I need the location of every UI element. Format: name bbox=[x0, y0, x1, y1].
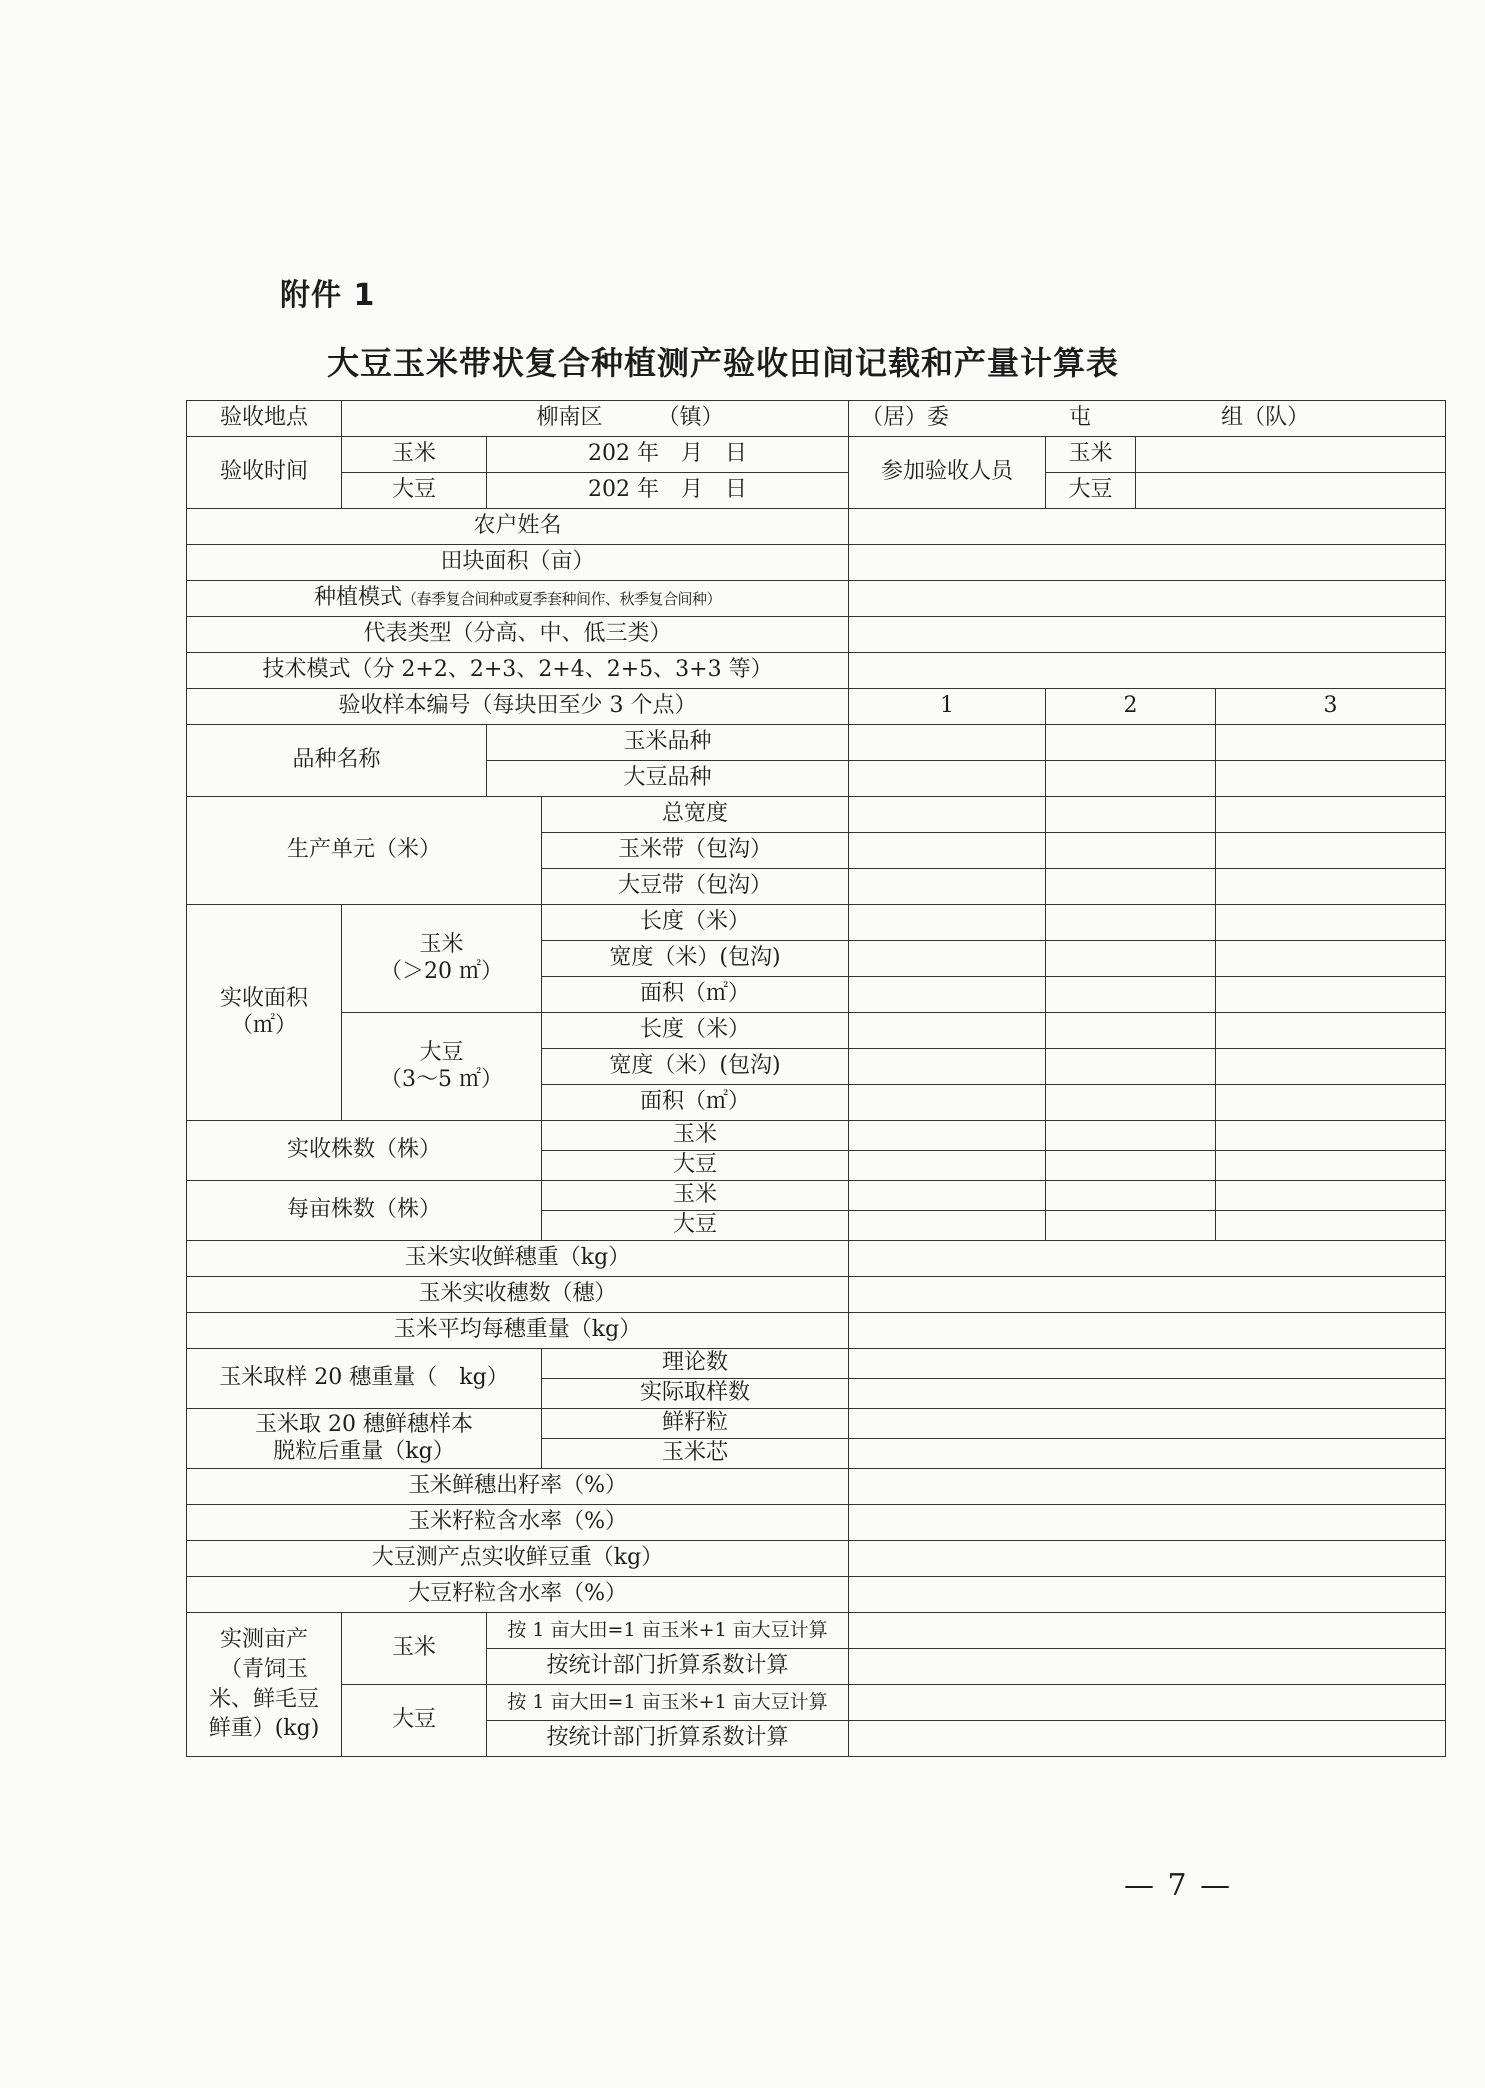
soy-moisture-input[interactable] bbox=[849, 1577, 1446, 1613]
corn-band-s2[interactable] bbox=[1046, 833, 1216, 869]
soy-area-s1[interactable] bbox=[849, 1085, 1046, 1121]
planting-mode-input[interactable] bbox=[849, 581, 1446, 617]
theoretical-input[interactable] bbox=[849, 1349, 1446, 1379]
corn-ear-count-row bbox=[187, 1277, 1446, 1313]
yield-corn-by-stats-input[interactable] bbox=[849, 1649, 1446, 1685]
corn-width-label: 宽度（米）(包沟) bbox=[542, 941, 849, 977]
corn-width-s2[interactable] bbox=[1046, 941, 1216, 977]
kernel-rate-row bbox=[187, 1469, 1446, 1505]
soy-variety-label: 大豆品种 bbox=[487, 761, 849, 797]
time-corn-label: 玉米 bbox=[342, 437, 487, 473]
sample-id-1: 1 bbox=[849, 689, 1046, 725]
soy-moisture-label: 大豆籽粒含水率（%） bbox=[187, 1577, 849, 1613]
soy-band-s1[interactable] bbox=[849, 869, 1046, 905]
measured-yield-label: 实测亩产（青饲玉米、鲜毛豆鲜重）(kg) bbox=[187, 1613, 342, 1757]
variety-name-label: 品种名称 bbox=[187, 725, 487, 797]
soy-band-label: 大豆带（包沟） bbox=[542, 869, 849, 905]
plants-per-mu-label: 每亩株数（株） bbox=[187, 1181, 542, 1241]
actual-sample-input[interactable] bbox=[849, 1379, 1446, 1409]
corn-variety-label: 玉米品种 bbox=[487, 725, 849, 761]
plants-per-mu-soy-label: 大豆 bbox=[542, 1211, 849, 1241]
soy-fresh-weight-label: 大豆测产点实收鲜豆重（kg） bbox=[187, 1541, 849, 1577]
plants-per-mu-corn-s3[interactable] bbox=[1216, 1181, 1446, 1211]
corn-band-s1[interactable] bbox=[849, 833, 1046, 869]
field-area-input[interactable] bbox=[849, 545, 1446, 581]
time-row-corn bbox=[187, 437, 1446, 473]
yield-corn-label: 玉米 bbox=[342, 1613, 487, 1685]
soy-area-label: 大豆 bbox=[419, 1040, 464, 1066]
plants-per-mu-corn-label: 玉米 bbox=[542, 1181, 849, 1211]
farmer-name-label: 农户姓名 bbox=[187, 509, 849, 545]
fresh-kernel-label: 鲜籽粒 bbox=[542, 1409, 849, 1439]
sample-id-3: 3 bbox=[1216, 689, 1446, 725]
harvest-plants-corn-row bbox=[187, 1121, 1446, 1151]
village-text: （居）委 bbox=[861, 405, 950, 431]
planting-mode-note: （春季复合间种或夏季套种间作、秋季复合间种） bbox=[402, 590, 722, 609]
corn-area-s3[interactable] bbox=[1216, 977, 1446, 1013]
harvest-plants-soy-s2[interactable] bbox=[1046, 1151, 1216, 1181]
soy-variety-s1[interactable] bbox=[849, 761, 1046, 797]
soy-area-s2[interactable] bbox=[1046, 1085, 1216, 1121]
document-title: 大豆玉米带状复合种植测产验收田间记载和产量计算表 bbox=[327, 344, 1120, 382]
yield-soy-by-field-input[interactable] bbox=[849, 1685, 1446, 1721]
prod-unit-label: 生产单元（米） bbox=[187, 797, 542, 905]
plants-per-mu-soy-s2[interactable] bbox=[1046, 1211, 1216, 1241]
corn-area-s2[interactable] bbox=[1046, 977, 1216, 1013]
corn-fresh-weight-label: 玉米实收鲜穗重（kg） bbox=[187, 1241, 849, 1277]
yield-soy-field-row bbox=[187, 1685, 1446, 1721]
fresh-kernel-input[interactable] bbox=[849, 1409, 1446, 1439]
rep-type-label: 代表类型（分高、中、低三类） bbox=[187, 617, 849, 653]
location-cell-2[interactable] bbox=[849, 401, 1446, 437]
corn-width-s3[interactable] bbox=[1216, 941, 1446, 977]
plants-per-mu-corn-s2[interactable] bbox=[1046, 1181, 1216, 1211]
yield-corn-by-field-input[interactable] bbox=[849, 1613, 1446, 1649]
total-width-label: 总宽度 bbox=[542, 797, 849, 833]
soy-area-value-label: 面积（㎡） bbox=[542, 1085, 849, 1121]
acceptance-table bbox=[186, 400, 1446, 1757]
yield-corn-field-row bbox=[187, 1613, 1446, 1649]
corn-area-note: （＞20 ㎡） bbox=[380, 958, 503, 984]
yield-soy-by-field-label: 按 1 亩大田=1 亩玉米+1 亩大豆计算 bbox=[487, 1685, 849, 1721]
yield-corn-by-stats-label: 按统计部门折算系数计算 bbox=[487, 1649, 849, 1685]
corn-avg-ear-weight-input[interactable] bbox=[849, 1313, 1446, 1349]
soy-variety-s3[interactable] bbox=[1216, 761, 1446, 797]
harvest-plants-corn-s3[interactable] bbox=[1216, 1121, 1446, 1151]
planting-mode-main: 种植模式 bbox=[314, 585, 403, 611]
planting-mode-row bbox=[187, 581, 1446, 617]
location-row bbox=[187, 401, 1446, 437]
field-area-label: 田块面积（亩） bbox=[187, 545, 849, 581]
soy-length-label: 长度（米） bbox=[542, 1013, 849, 1049]
kernel-rate-input[interactable] bbox=[849, 1469, 1446, 1505]
soy-width-label: 宽度（米）(包沟) bbox=[542, 1049, 849, 1085]
location-cell[interactable] bbox=[342, 401, 849, 437]
corn-area-value-label: 面积（㎡） bbox=[542, 977, 849, 1013]
soy-length-row bbox=[187, 1013, 1446, 1049]
corn-length-row bbox=[187, 905, 1446, 941]
corn-length-s1[interactable] bbox=[849, 905, 1046, 941]
time-soy-date[interactable]: 202 年 月 日 bbox=[487, 473, 849, 509]
theoretical-label: 理论数 bbox=[542, 1349, 849, 1379]
soy-fresh-weight-input[interactable] bbox=[849, 1541, 1446, 1577]
soy-fresh-weight-row bbox=[187, 1541, 1446, 1577]
soy-width-s1[interactable] bbox=[849, 1049, 1046, 1085]
total-width-row bbox=[187, 797, 1446, 833]
corn-moisture-row bbox=[187, 1505, 1446, 1541]
sample-no-label: 验收样本编号（每块田至少 3 个点） bbox=[187, 689, 849, 725]
harvest-plants-corn-s2[interactable] bbox=[1046, 1121, 1216, 1151]
soy-length-s3[interactable] bbox=[1216, 1013, 1446, 1049]
harvest-plants-corn-label: 玉米 bbox=[542, 1121, 849, 1151]
soy-length-s2[interactable] bbox=[1046, 1013, 1216, 1049]
total-width-s3[interactable] bbox=[1216, 797, 1446, 833]
tech-mode-label: 技术模式（分 2+2、2+3、2+4、2+5、3+3 等） bbox=[187, 653, 849, 689]
time-row-soy bbox=[187, 473, 1446, 509]
field-area-row bbox=[187, 545, 1446, 581]
corn-length-label: 长度（米） bbox=[542, 905, 849, 941]
corn-fresh-weight-row bbox=[187, 1241, 1446, 1277]
corn-sample20-theory-row bbox=[187, 1349, 1446, 1379]
rep-type-input[interactable] bbox=[849, 617, 1446, 653]
soy-variety-s2[interactable] bbox=[1046, 761, 1216, 797]
corn-variety-row bbox=[187, 725, 1446, 761]
group-text: 组（队） bbox=[1221, 405, 1310, 431]
harvest-area-label: 实收面积（㎡） bbox=[187, 905, 342, 1121]
corn-length-s3[interactable] bbox=[1216, 905, 1446, 941]
corn-cob-input[interactable] bbox=[849, 1439, 1446, 1469]
corn-ear-count-input[interactable] bbox=[849, 1277, 1446, 1313]
soy-area-s3[interactable] bbox=[1216, 1085, 1446, 1121]
sample-no-row bbox=[187, 689, 1446, 725]
plants-per-mu-soy-s1[interactable] bbox=[849, 1211, 1046, 1241]
planting-mode-label bbox=[187, 581, 849, 617]
page-number: — 7 — bbox=[1124, 1868, 1233, 1903]
soy-band-s3[interactable] bbox=[1216, 869, 1446, 905]
soy-moisture-row bbox=[187, 1577, 1446, 1613]
corn-avg-ear-weight-label: 玉米平均每穗重量（kg） bbox=[187, 1313, 849, 1349]
tech-mode-input[interactable] bbox=[849, 653, 1446, 689]
corn-moisture-input[interactable] bbox=[849, 1505, 1446, 1541]
attachment-label: 附件 1 bbox=[280, 278, 376, 313]
town-text: （镇） bbox=[657, 405, 724, 431]
soy-width-s3[interactable] bbox=[1216, 1049, 1446, 1085]
sample-id-2: 2 bbox=[1046, 689, 1216, 725]
farmer-row bbox=[187, 509, 1446, 545]
plants-per-mu-corn-row bbox=[187, 1181, 1446, 1211]
yield-soy-by-stats-input[interactable] bbox=[849, 1721, 1446, 1757]
actual-sample-label: 实际取样数 bbox=[542, 1379, 849, 1409]
corn-fresh-weight-input[interactable] bbox=[849, 1241, 1446, 1277]
yield-corn-by-field-label: 按 1 亩大田=1 亩玉米+1 亩大豆计算 bbox=[487, 1613, 849, 1649]
soy-area-group bbox=[342, 1013, 542, 1121]
time-label: 验收时间 bbox=[187, 437, 342, 509]
yield-soy-by-stats-label: 按统计部门折算系数计算 bbox=[487, 1721, 849, 1757]
corn-band-s3[interactable] bbox=[1216, 833, 1446, 869]
corn-variety-s3[interactable] bbox=[1216, 725, 1446, 761]
corn-avg-ear-weight-row bbox=[187, 1313, 1446, 1349]
corn-variety-s1[interactable] bbox=[849, 725, 1046, 761]
corn-shelled-kernel-row bbox=[187, 1409, 1446, 1439]
corn-area-group bbox=[342, 905, 542, 1013]
rep-type-row bbox=[187, 617, 1446, 653]
corn-sample20-label: 玉米取样 20 穗重量（ kg） bbox=[187, 1349, 542, 1409]
corn-ear-count-label: 玉米实收穗数（穗） bbox=[187, 1277, 849, 1313]
time-soy-label: 大豆 bbox=[342, 473, 487, 509]
participants-corn-label: 玉米 bbox=[1046, 437, 1136, 473]
corn-cob-label: 玉米芯 bbox=[542, 1439, 849, 1469]
plants-per-mu-soy-s3[interactable] bbox=[1216, 1211, 1446, 1241]
corn-length-s2[interactable] bbox=[1046, 905, 1216, 941]
corn-area-s1[interactable] bbox=[849, 977, 1046, 1013]
harvest-plants-soy-label: 大豆 bbox=[542, 1151, 849, 1181]
yield-soy-label: 大豆 bbox=[342, 1685, 487, 1757]
harvest-plants-corn-s1[interactable] bbox=[849, 1121, 1046, 1151]
participants-soy-input[interactable] bbox=[1136, 473, 1446, 509]
location-label: 验收地点 bbox=[187, 401, 342, 437]
soy-area-note: （3～5 ㎡） bbox=[380, 1066, 503, 1092]
harvest-plants-label: 实收株数（株） bbox=[187, 1121, 542, 1181]
participants-corn-input[interactable] bbox=[1136, 437, 1446, 473]
kernel-rate-label: 玉米鲜穗出籽率（%） bbox=[187, 1469, 849, 1505]
soy-band-s2[interactable] bbox=[1046, 869, 1216, 905]
plants-per-mu-corn-s1[interactable] bbox=[849, 1181, 1046, 1211]
tech-mode-row bbox=[187, 653, 1446, 689]
corn-shelled-label: 玉米取 20 穗鲜穗样本脱粒后重量（kg） bbox=[187, 1409, 542, 1469]
corn-band-label: 玉米带（包沟） bbox=[542, 833, 849, 869]
harvest-plants-soy-s3[interactable] bbox=[1216, 1151, 1446, 1181]
tun-text: 屯 bbox=[1069, 405, 1092, 431]
time-corn-date[interactable]: 202 年 月 日 bbox=[487, 437, 849, 473]
participants-soy-label: 大豆 bbox=[1046, 473, 1136, 509]
corn-moisture-label: 玉米籽粒含水率（%） bbox=[187, 1505, 849, 1541]
district-text: 柳南区 bbox=[536, 405, 603, 431]
soy-length-s1[interactable] bbox=[849, 1013, 1046, 1049]
harvest-plants-soy-s1[interactable] bbox=[849, 1151, 1046, 1181]
participants-label: 参加验收人员 bbox=[849, 437, 1046, 509]
corn-width-s1[interactable] bbox=[849, 941, 1046, 977]
total-width-s1[interactable] bbox=[849, 797, 1046, 833]
corn-area-label: 玉米 bbox=[419, 932, 464, 958]
farmer-name-input[interactable] bbox=[849, 509, 1446, 545]
soy-width-s2[interactable] bbox=[1046, 1049, 1216, 1085]
corn-variety-s2[interactable] bbox=[1046, 725, 1216, 761]
total-width-s2[interactable] bbox=[1046, 797, 1216, 833]
